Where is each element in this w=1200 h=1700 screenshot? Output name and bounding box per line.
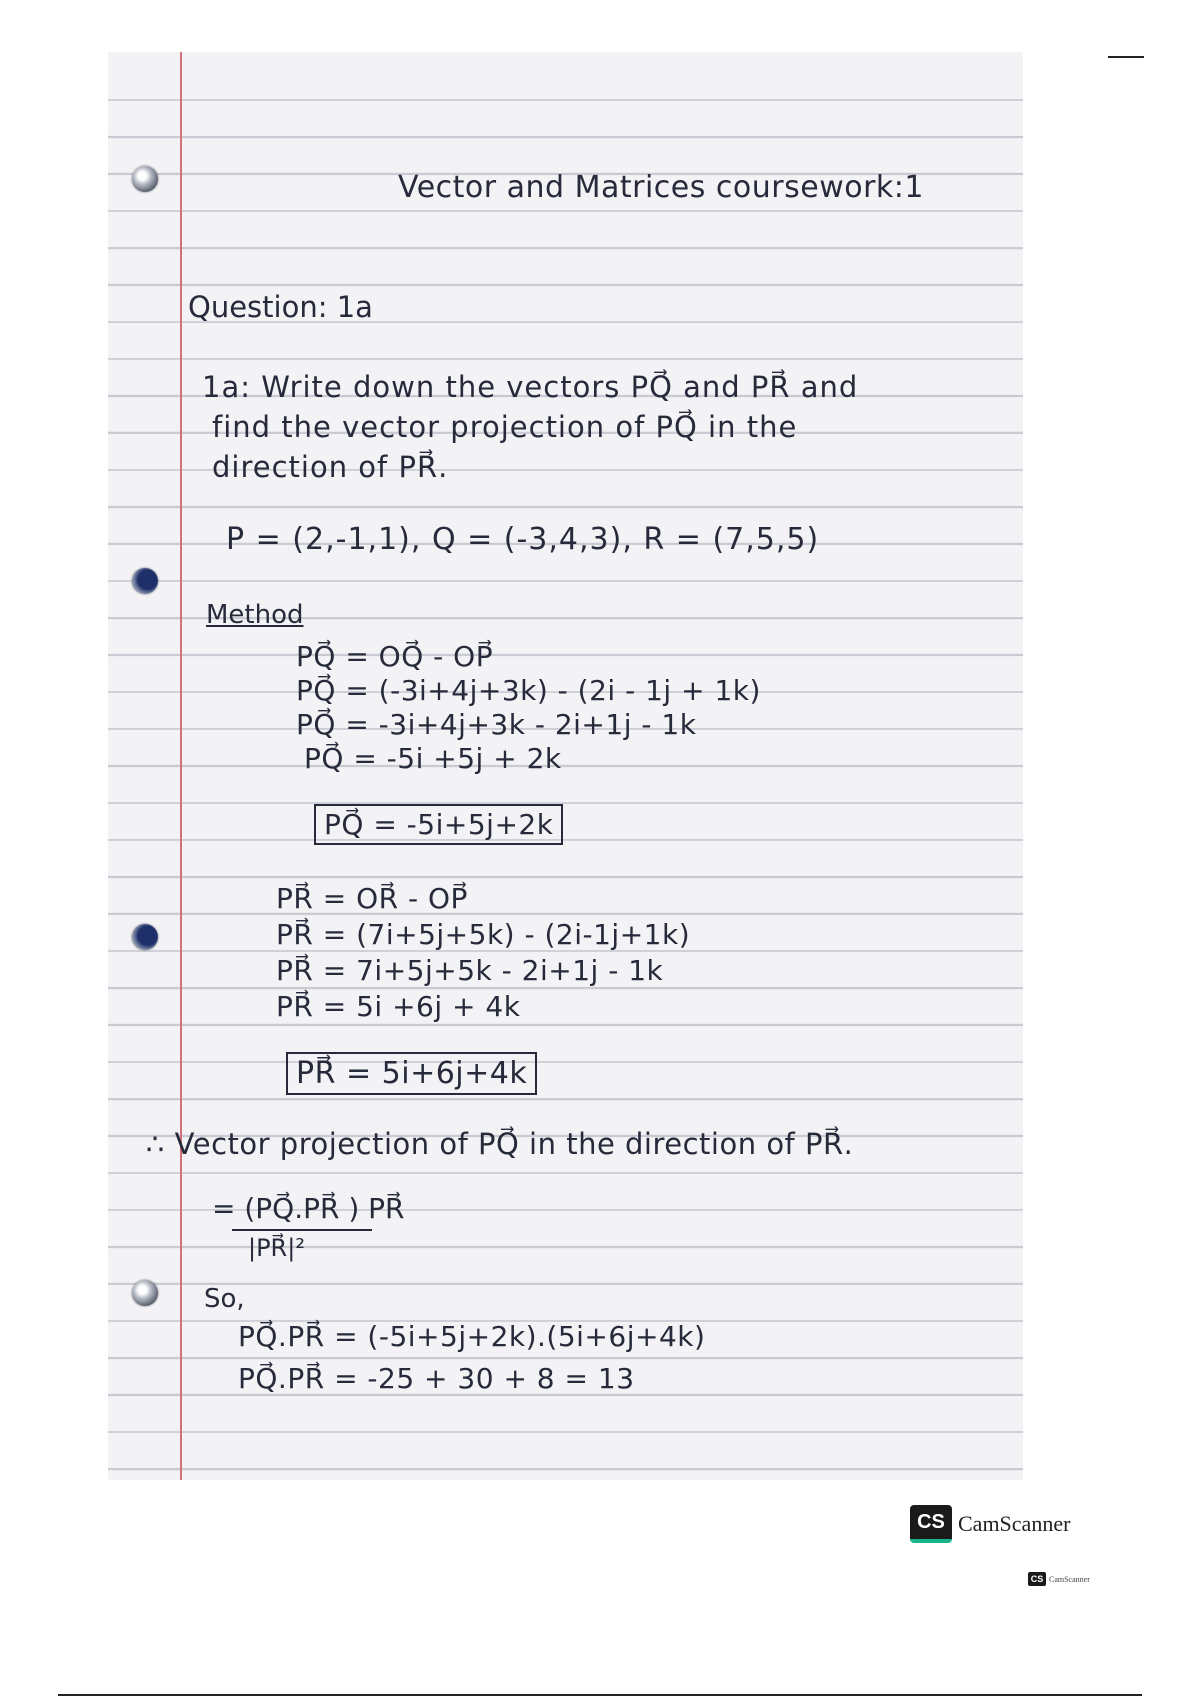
cs-badge-icon: CS <box>910 1505 952 1543</box>
given-points: P = (2,-1,1), Q = (-3,4,3), R = (7,5,5) <box>226 522 820 557</box>
prompt-line: 1a: Write down the vectors PQ⃗ and PR⃗ and <box>202 370 859 404</box>
question-label: Question: 1a <box>188 290 373 324</box>
pr-step: PR⃗ = OR⃗ - OP⃗ <box>276 882 468 915</box>
punch-hole <box>132 924 158 950</box>
fraction-bar <box>232 1229 372 1231</box>
method-heading: Method <box>206 600 304 630</box>
projection-statement: ∴ Vector projection of PQ⃗ in the direction of PR⃗. <box>146 1127 854 1161</box>
prompt-line: direction of PR⃗. <box>212 450 449 484</box>
dot-product-step: PQ⃗.PR⃗ = (-5i+5j+2k).(5i+6j+4k) <box>238 1320 706 1353</box>
pr-step: PR⃗ = (7i+5j+5k) - (2i-1j+1k) <box>276 918 691 951</box>
bottom-rule <box>58 1694 1142 1696</box>
camscanner-mini-logo <box>1028 1572 1090 1586</box>
prompt-line: find the vector projection of PQ⃗ in the <box>212 410 798 444</box>
page-title: Vector and Matrices coursework:1 <box>398 170 924 205</box>
top-edge-mark <box>1108 56 1144 58</box>
pq-result-box: PQ⃗ = -5i+5j+2k <box>314 804 563 845</box>
pq-step: PQ⃗ = (-3i+4j+3k) - (2i - 1j + 1k) <box>296 674 761 707</box>
mini-logo-text: CamScanner <box>1049 1574 1090 1584</box>
cs-mini-badge-icon: CS <box>1028 1572 1046 1586</box>
logo-text: CamScanner <box>958 1511 1071 1536</box>
pq-step: PQ⃗ = OQ⃗ - OP⃗ <box>296 640 494 673</box>
pq-step: PQ⃗ = -5i +5j + 2k <box>304 742 562 775</box>
punch-hole <box>132 1280 158 1306</box>
pr-step: PR⃗ = 7i+5j+5k - 2i+1j - 1k <box>276 954 664 987</box>
dot-product-step: PQ⃗.PR⃗ = -25 + 30 + 8 = 13 <box>238 1362 635 1395</box>
pr-result-box: PR⃗ = 5i+6j+4k <box>286 1052 537 1095</box>
punch-hole <box>132 568 158 594</box>
pq-step: PQ⃗ = -3i+4j+3k - 2i+1j - 1k <box>296 708 697 741</box>
projection-numerator: = (PQ⃗.PR⃗ ) PR⃗ <box>212 1192 405 1225</box>
punch-hole <box>132 166 158 192</box>
so-label: So, <box>204 1284 245 1314</box>
camscanner-logo <box>910 1505 1070 1543</box>
projection-denominator: |PR⃗|² <box>248 1234 305 1262</box>
margin-line <box>180 52 182 1480</box>
notebook-page <box>108 52 1023 1480</box>
pr-step: PR⃗ = 5i +6j + 4k <box>276 990 521 1023</box>
